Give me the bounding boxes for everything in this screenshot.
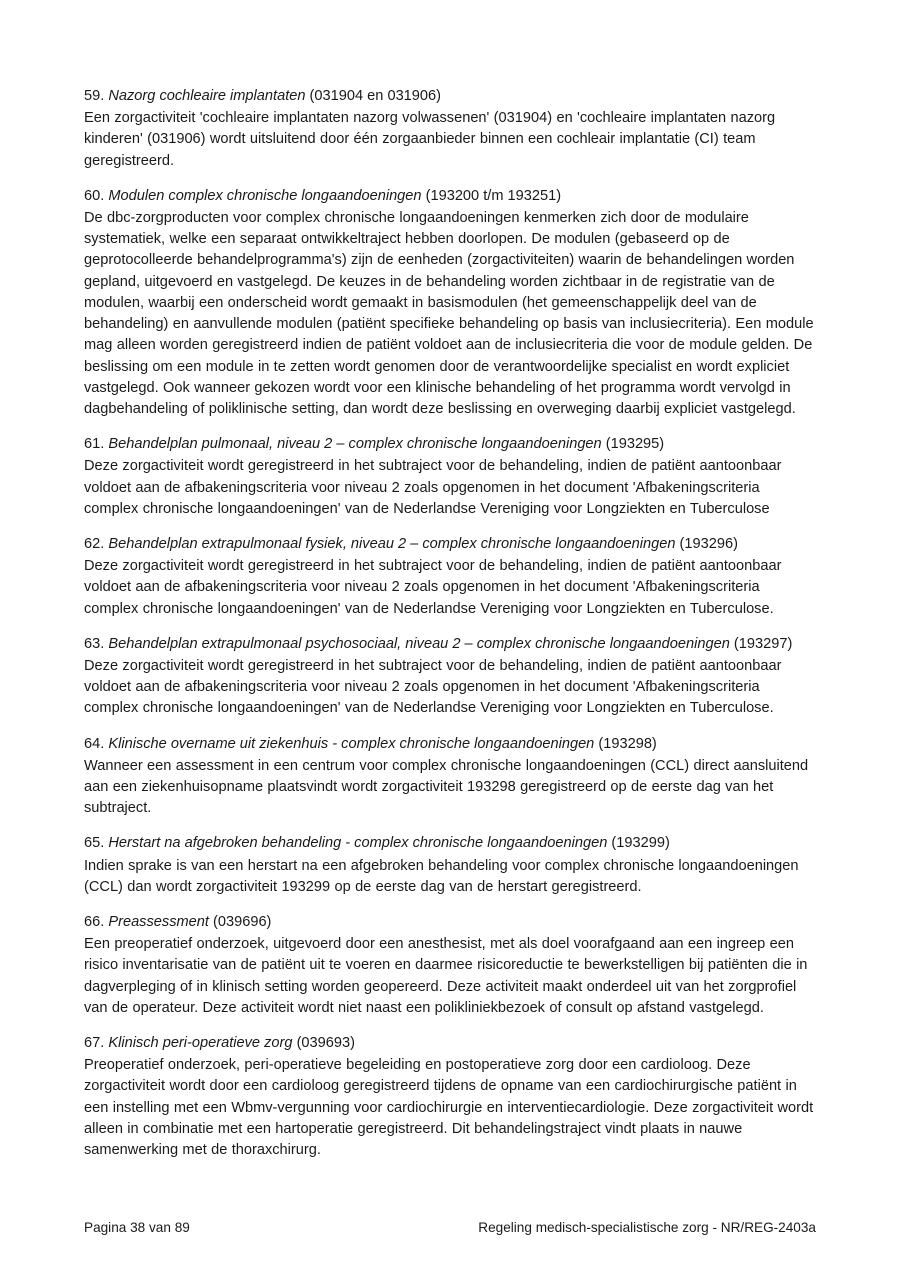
section-66	[84, 912, 816, 1019]
section-number: 65.	[84, 835, 105, 852]
section-body: Een zorgactiviteit 'cochleaire implantaten nazorg volwassenen' (031904) en 'cochleaire implantaten nazorg kinderen' (031906) wordt uitsluitend door één zorgaanbieder binnen een cochleair implantatie (CI) team geregistreerd.	[84, 110, 776, 169]
section-title: Herstart na afgebroken behandeling - complex chronische longaandoeningen	[108, 835, 608, 852]
section-code: (039693)	[296, 1035, 355, 1052]
section-title: Behandelplan extrapulmonaal fysiek, niveau 2 – complex chronische longaandoeningen	[108, 535, 676, 552]
section-heading	[84, 734, 816, 755]
section-body: Deze zorgactiviteit wordt geregistreerd in het subtraject voor de behandeling, indien de patiënt aantoonbaar voldoet aan de afbakeningscriteria voor niveau 2 zoals opgenomen in het document 'Afbakeningscriteria complex chronische longaandoeningen' van de Nederlandse Vereniging voor Longziekten en Tuberculose	[84, 458, 782, 517]
section-60	[84, 186, 816, 420]
section-body: Een preoperatief onderzoek, uitgevoerd door een anesthesist, met als doel voorafgaand aan een ingreep een risico inventarisatie van de patiënt uit te voeren en daarmee risicoreductie te bewerkstelligen bij patiënten die in dagverpleging of in klinisch setting worden geopereerd. Deze activiteit maakt onderdeel uit van het zorgprofiel van de operateur. Deze activiteit wordt niet naast een polikliniekbezoek of consult op afstand vastgelegd.	[84, 936, 808, 1016]
section-67	[84, 1033, 816, 1161]
section-heading	[84, 1033, 816, 1054]
section-body: Deze zorgactiviteit wordt geregistreerd in het subtraject voor de behandeling, indien de patiënt aantoonbaar voldoet aan de afbakeningscriteria voor niveau 2 zoals opgenomen in het document 'Afbakeningscriteria complex chronische longaandoeningen' van de Nederlandse Vereniging voor Longziekten en Tuberculose.	[84, 558, 782, 617]
section-65	[84, 833, 816, 898]
section-number: 67.	[84, 1035, 105, 1052]
section-title: Behandelplan pulmonaal, niveau 2 – complex chronische longaandoeningen	[108, 436, 602, 453]
section-title: Klinische overname uit ziekenhuis - complex chronische longaandoeningen	[108, 735, 595, 752]
page-footer	[84, 1220, 816, 1235]
section-61	[84, 434, 816, 520]
section-body: Deze zorgactiviteit wordt geregistreerd in het subtraject voor de behandeling, indien de patiënt aantoonbaar voldoet aan de afbakeningscriteria voor niveau 2 zoals opgenomen in het document 'Afbakeningscriteria complex chronische longaandoeningen' van de Nederlandse Vereniging voor Longziekten en Tuberculose.	[84, 657, 782, 717]
section-title: Preassessment	[108, 914, 209, 930]
section-63	[84, 634, 816, 720]
section-body: De dbc-zorgproducten voor complex chronische longaandoeningen kenmerken zich door de modulaire systematiek, welke een separaat ontwikkeltraject hebben doorlopen. De modulen (gebaseerd op de geprotocolleerde behandelprogramma's) zijn de eenheden (zorgactiviteiten) waarin de behandelingen worden gepland, uitgevoerd en vastgelegd. De keuzes in de behandeling worden zichtbaar in de registratie van de modulen, waarbij een onderscheid wordt gemaakt in basismodulen (het gemeenschappelijk deel van de behandeling) en aanvullende modulen (patiënt specifieke behandeling op basis van inclusiecriteria). Een module mag alleen worden geregistreerd indien de patiënt voldoet aan de inclusiecriteria die voor de module gelden. De beslissing om een module in te zetten wordt genomen door de verantwoordelijke specialist en wordt expliciet vastgelegd. Ook wanneer gekozen wordt voor een klinische behandeling of het programma wordt vervolgd in dagbehandeling of poliklinische setting, dan wordt deze beslissing en overweging daarbij expliciet vastgelegd.	[84, 209, 814, 417]
section-code: (039696)	[213, 914, 272, 930]
section-64	[84, 734, 816, 820]
section-heading	[84, 912, 816, 933]
section-title: Nazorg cochleaire implantaten	[108, 88, 306, 104]
section-59	[84, 86, 816, 172]
section-heading	[84, 86, 816, 107]
section-number: 60.	[84, 187, 105, 204]
section-title: Behandelplan extrapulmonaal psychosociaal, niveau 2 – complex chronische longaandoeningen	[108, 635, 730, 652]
section-code: (193295)	[605, 436, 665, 453]
section-title: Modulen complex chronische longaandoeningen	[108, 187, 422, 204]
section-code: (193296)	[679, 535, 738, 552]
section-number: 61.	[84, 436, 105, 453]
section-code: (193299)	[611, 835, 670, 852]
section-62	[84, 534, 816, 620]
section-heading	[84, 186, 816, 207]
section-heading	[84, 534, 816, 555]
section-body: Wanneer een assessment in een centrum voor complex chronische longaandoeningen (CCL) direct aansluitend aan een ziekenhuisopname plaatsvindt wordt zorgactiviteit 193298 geregistreerd op de eerste dag van het subtraject.	[84, 757, 809, 817]
section-title: Klinisch peri-operatieve zorg	[108, 1035, 293, 1052]
section-number: 59.	[84, 88, 105, 104]
section-heading	[84, 833, 816, 854]
section-number: 63.	[84, 635, 105, 652]
section-heading	[84, 634, 816, 655]
section-number: 64.	[84, 735, 105, 752]
document-content	[84, 86, 816, 1161]
section-body: Preoperatief onderzoek, peri-operatieve begeleiding en postoperatieve zorg door een cardioloog. Deze zorgactiviteit wordt door een cardioloog geregistreerd tijdens de opname van een cardiochirurgische patiënt in een instelling met een Wbmv-vergunning voor cardiochirurgie en interventiecardiologie. Deze zorgactiviteit wordt alleen in combinatie met een hartoperatie geregistreerd. Dit behandelingstraject vindt plaats in nauwe samenwerking met de thoraxchirurg.	[84, 1057, 814, 1159]
section-body: Indien sprake is van een herstart na een afgebroken behandeling voor complex chronische longaandoeningen (CCL) dan wordt zorgactiviteit 193299 op de eerste dag van de herstart geregistreerd.	[84, 857, 799, 895]
section-number: 62.	[84, 535, 105, 552]
section-code: (193298)	[598, 735, 657, 752]
section-code: (193200 t/m 193251)	[425, 187, 562, 204]
section-code: (031904 en 031906)	[309, 88, 442, 104]
section-number: 66.	[84, 914, 105, 930]
footer-page-number: Pagina 38 van 89	[84, 1220, 190, 1235]
footer-document-title: Regeling medisch-specialistische zorg - NR/REG-2403a	[478, 1220, 816, 1235]
section-heading	[84, 434, 816, 455]
section-code: (193297)	[733, 635, 793, 652]
